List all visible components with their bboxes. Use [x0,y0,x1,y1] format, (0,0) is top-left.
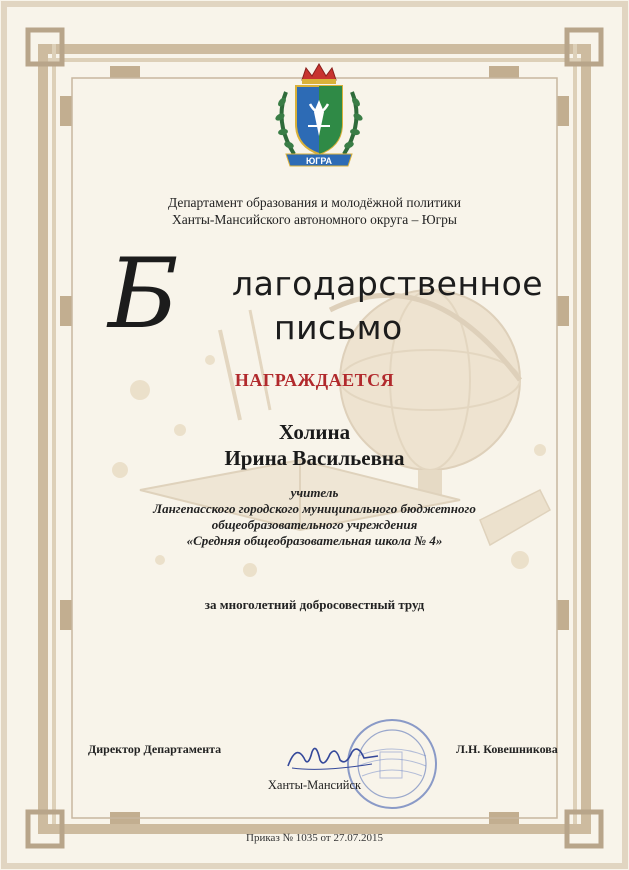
awarded-label: НАГРАЖДАЕТСЯ [234,370,395,390]
emblem-ribbon-text: ЮГРА [305,156,333,166]
department-line-1: Департамент образования и молодёжной политики [167,195,462,210]
department-line-2: Ханты-Мансийского автономного округа – Югры [172,212,457,227]
issue-city: Ханты-Мансийск [267,778,362,792]
title-line-1: лагодарственное [232,264,544,303]
recipient-given-names: Ирина Васильевна [224,446,405,470]
award-reason: за многолетний добросовестный труд [204,597,425,612]
recipient-position [72,485,557,549]
department-header [72,194,557,228]
recipient-surname: Холина [278,420,351,444]
order-reference: Приказ № 1035 от 27.07.2015 [246,832,383,844]
position-line-4: «Средняя общеобразовательная школа № 4» [186,533,443,548]
position-line-1: учитель [290,485,339,500]
title-initial-letter: Б [108,238,179,350]
title-line-2: письмо [274,308,403,347]
signatory-title: Директор Департамента [88,742,222,756]
coat-of-arms-emblem [272,62,366,172]
position-line-2: Лангепасского городского муниципального бюджетного [153,501,476,516]
signatory-name: Л.Н. Ковешникова [456,742,558,756]
handwritten-signature [282,738,382,774]
position-line-3: общеобразовательного учреждения [211,517,418,532]
